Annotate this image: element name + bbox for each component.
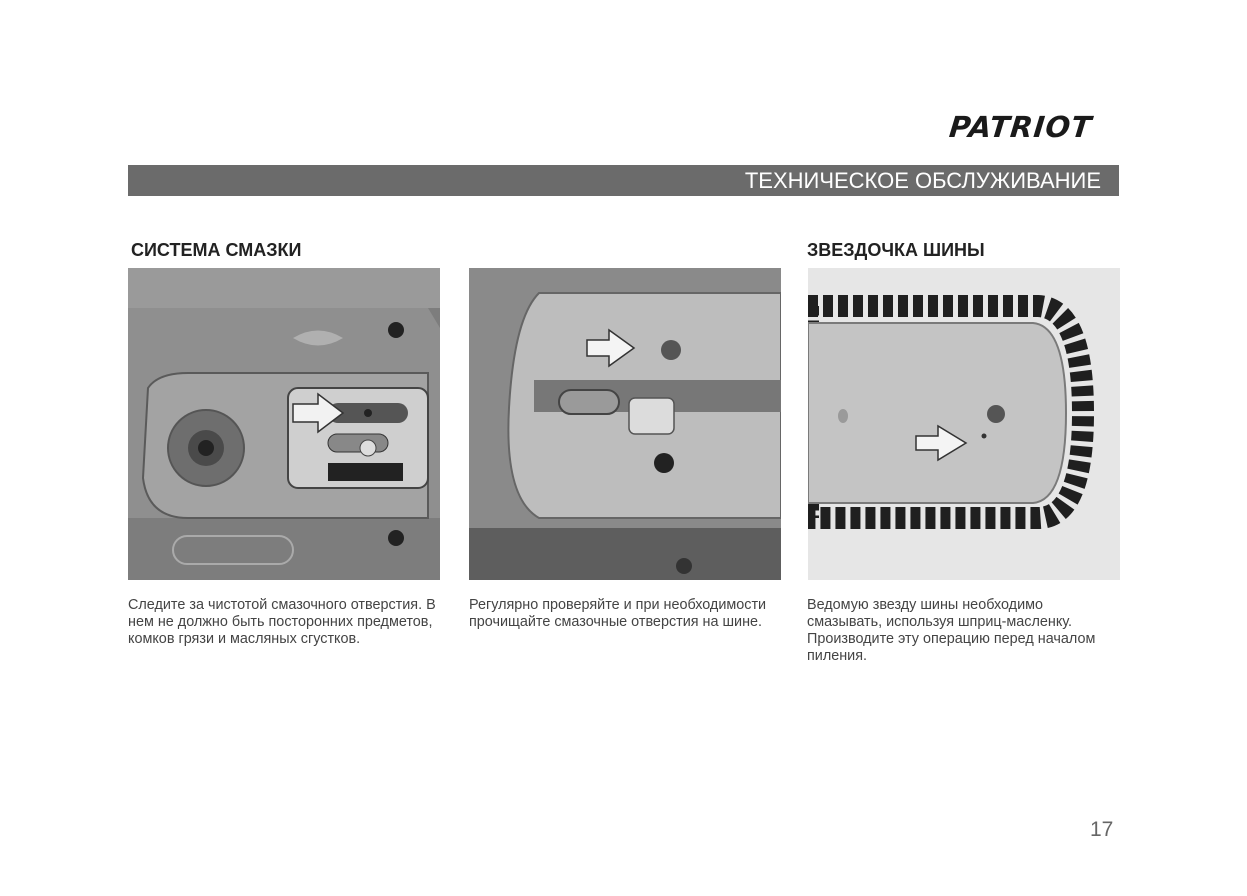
patriot-logo: PATRIOT [947, 110, 1094, 144]
section-banner [128, 165, 1119, 196]
heading-bar-sprocket: ЗВЕЗДОЧКА ШИНЫ [807, 240, 985, 260]
photo-lubrication-hole [128, 268, 440, 580]
caption-bar-oil-hole: Регулярно проверяйте и при необходимости прочищайте смазочные отверстия на шине. [469, 597, 767, 630]
photo-bar-oil-hole [469, 268, 781, 580]
caption-lubrication-hole: Следите за чистотой смазочного отверстия. В нем не должно быть посторонних предметов, комков грязи и масляных сгустков. [128, 597, 436, 647]
banner-title: ТЕХНИЧЕСКОЕ ОБСЛУЖИВАНИЕ [744, 168, 1101, 193]
heading-lubrication-system: СИСТЕМА СМАЗКИ [131, 240, 302, 260]
photo-bar-sprocket [808, 268, 1120, 580]
caption-bar-sprocket: Ведомую звезду шины необходимо смазывать, используя шприц-масленку. Производите эту операцию перед началом пиления. [807, 597, 1096, 664]
page-number: 17 [1090, 818, 1114, 841]
